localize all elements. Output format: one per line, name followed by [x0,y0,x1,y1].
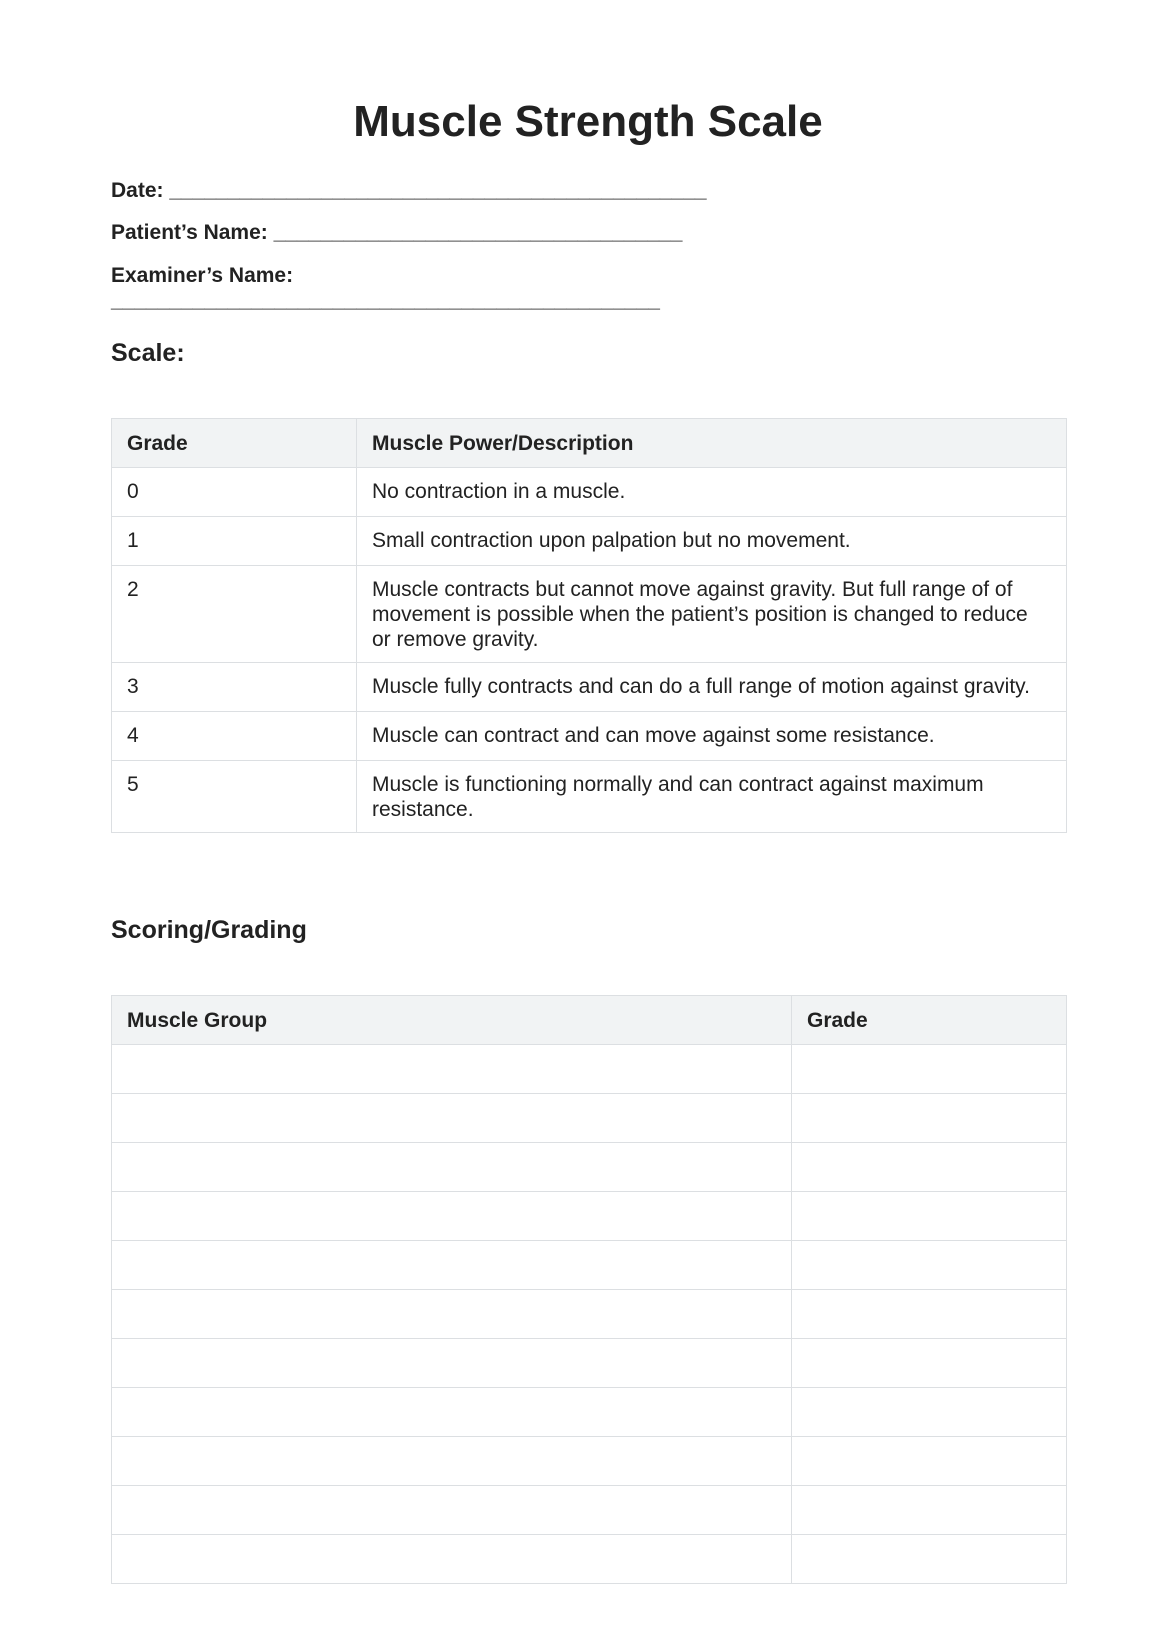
scoring-row [112,1241,1067,1290]
muscle-group-cell[interactable] [112,1486,792,1535]
scale-header-grade: Grade [112,419,357,468]
scoring-header-grade: Grade [792,996,1067,1045]
scoring-row [112,1094,1067,1143]
scale-grade-cell: 5 [112,761,357,833]
scale-row [112,663,1067,712]
scale-description-cell: No contraction in a muscle. [357,468,1067,517]
date-field[interactable]: Date: ______________________________________________ [111,179,707,202]
muscle-group-cell[interactable] [112,1045,792,1094]
scoring-row [112,1339,1067,1388]
scoring-header-muscle-group: Muscle Group [112,996,792,1045]
muscle-group-cell[interactable] [112,1535,792,1584]
muscle-group-cell[interactable] [112,1241,792,1290]
scoring-row [112,1045,1067,1094]
scale-heading: Scale: [111,339,185,367]
grade-cell[interactable] [792,1192,1067,1241]
scoring-row [112,1192,1067,1241]
scale-description-cell: Small contraction upon palpation but no movement. [357,517,1067,566]
scoring-row [112,1486,1067,1535]
grade-cell[interactable] [792,1486,1067,1535]
scoring-row [112,1290,1067,1339]
grade-cell[interactable] [792,1045,1067,1094]
scale-description-cell: Muscle contracts but cannot move against gravity. But full range of of movement is possible when the patient’s position is changed to reduce or remove gravity. [357,566,1067,663]
scoring-header-row [112,996,1067,1045]
scale-description-cell: Muscle can contract and can move against some resistance. [357,712,1067,761]
scale-table [111,418,1067,833]
scale-grade-cell: 2 [112,566,357,663]
grade-cell[interactable] [792,1535,1067,1584]
grade-cell[interactable] [792,1388,1067,1437]
examiner-name-label: Examiner’s Name: [111,264,294,287]
scoring-table [111,995,1067,1584]
scoring-row [112,1388,1067,1437]
scoring-row [112,1535,1067,1584]
examiner-name-line[interactable]: _______________________________________________ [111,289,660,312]
scale-grade-cell: 4 [112,712,357,761]
muscle-group-cell[interactable] [112,1437,792,1486]
grade-cell[interactable] [792,1094,1067,1143]
scale-row [112,712,1067,761]
muscle-group-cell[interactable] [112,1094,792,1143]
scale-header-row [112,419,1067,468]
scoring-row [112,1437,1067,1486]
muscle-group-cell[interactable] [112,1290,792,1339]
scale-description-cell: Muscle fully contracts and can do a full range of motion against gravity. [357,663,1067,712]
grade-cell[interactable] [792,1437,1067,1486]
page-title: Muscle Strength Scale [353,97,823,146]
scale-header-description: Muscle Power/Description [357,419,1067,468]
scale-grade-cell: 3 [112,663,357,712]
scale-description-cell: Muscle is functioning normally and can contract against maximum resistance. [357,761,1067,833]
muscle-group-cell[interactable] [112,1339,792,1388]
scale-row [112,468,1067,517]
scale-grade-cell: 1 [112,517,357,566]
grade-cell[interactable] [792,1241,1067,1290]
muscle-group-cell[interactable] [112,1388,792,1437]
scoring-row [112,1143,1067,1192]
scale-row [112,761,1067,833]
grade-cell[interactable] [792,1290,1067,1339]
grade-cell[interactable] [792,1339,1067,1388]
muscle-group-cell[interactable] [112,1192,792,1241]
grade-cell[interactable] [792,1143,1067,1192]
muscle-group-cell[interactable] [112,1143,792,1192]
scale-row [112,566,1067,663]
patient-name-field[interactable]: Patient’s Name: ___________________________________ [111,221,683,244]
scale-grade-cell: 0 [112,468,357,517]
scoring-heading: Scoring/Grading [111,916,307,944]
scale-row [112,517,1067,566]
